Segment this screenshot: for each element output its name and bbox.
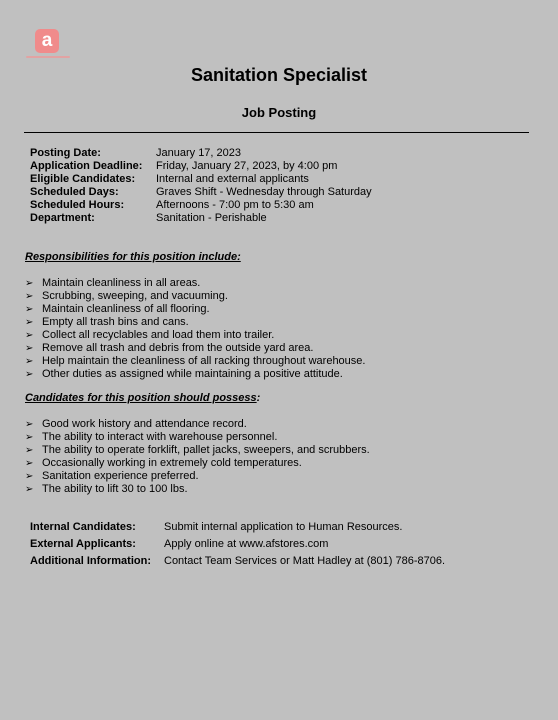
list-item-text: Collect all recyclables and load them into trailer. [42, 329, 275, 341]
arrow-bullet-icon: ➢ [25, 356, 34, 367]
details-row [30, 186, 372, 199]
details-value: Sanitation - Perishable [156, 212, 267, 224]
list-item [25, 316, 365, 329]
list-item [25, 483, 370, 496]
contact-value: Submit internal application to Human Resources. [164, 521, 403, 533]
arrow-bullet-icon: ➢ [25, 432, 34, 443]
list-item [25, 431, 370, 444]
list-item-text: Help maintain the cleanliness of all racking throughout warehouse. [42, 355, 366, 367]
list-item-text: Good work history and attendance record. [42, 418, 247, 430]
details-label: Scheduled Days: [30, 186, 119, 198]
list-item-text: Remove all trash and debris from the outside yard area. [42, 342, 314, 354]
arrow-bullet-icon: ➢ [25, 278, 34, 289]
details-row [30, 212, 372, 225]
details-value: January 17, 2023 [156, 147, 242, 159]
list-item-text: The ability to operate forklift, pallet jacks, sweepers, and scrubbers. [42, 444, 370, 456]
arrow-bullet-icon: ➢ [25, 304, 34, 315]
details-label: Posting Date: [30, 147, 101, 159]
list-item [25, 303, 365, 316]
details-label: Scheduled Hours: [30, 199, 125, 211]
responsibilities-list [25, 277, 365, 381]
arrow-bullet-icon: ➢ [25, 419, 34, 430]
contact-info-table [30, 519, 445, 570]
list-item-text: Maintain cleanliness in all areas. [42, 277, 201, 289]
logo-mark-icon [35, 29, 59, 53]
details-value: Friday, January 27, 2023, by 4:00 pm [156, 160, 338, 172]
arrow-bullet-icon: ➢ [25, 484, 34, 495]
contact-value: Contact Team Services or Matt Hadley at (801) 786-8706. [164, 555, 446, 567]
contact-row [30, 553, 445, 570]
arrow-bullet-icon: ➢ [25, 317, 34, 328]
list-item-text: Sanitation experience preferred. [42, 470, 199, 482]
candidates-heading-text: Candidates for this position should possess [25, 392, 257, 404]
list-item-text: Maintain cleanliness of all flooring. [42, 303, 210, 315]
details-row [30, 147, 372, 160]
details-row [30, 160, 372, 173]
list-item [25, 470, 370, 483]
candidates-heading [25, 392, 260, 404]
details-label: Department: [30, 212, 95, 224]
list-item-text: Other duties as assigned while maintaining a positive attitude. [42, 368, 343, 380]
list-item [25, 290, 365, 303]
candidates-heading-colon: : [256, 392, 261, 404]
arrow-bullet-icon: ➢ [25, 458, 34, 469]
list-item-text: Empty all trash bins and cans. [42, 316, 189, 328]
header-divider [24, 132, 529, 133]
contact-row [30, 536, 445, 553]
responsibilities-heading-text: Responsibilities for this position include: [25, 251, 241, 263]
list-item-text: Scrubbing, sweeping, and vacuuming. [42, 290, 228, 302]
details-value: Graves Shift - Wednesday through Saturday [156, 186, 372, 198]
arrow-bullet-icon: ➢ [25, 291, 34, 302]
list-item [25, 368, 365, 381]
document-subtitle: Job Posting [241, 105, 317, 120]
arrow-bullet-icon: ➢ [25, 445, 34, 456]
list-item-text: The ability to interact with warehouse personnel. [42, 431, 278, 443]
company-logo [26, 29, 70, 63]
contact-label: Additional Information: [30, 555, 151, 567]
details-label: Eligible Candidates: [30, 173, 136, 185]
logo-glyph: a [41, 30, 53, 51]
document-title: Sanitation Specialist [190, 65, 368, 85]
list-item [25, 444, 370, 457]
candidates-list [25, 418, 370, 496]
list-item [25, 457, 370, 470]
list-item [25, 277, 365, 290]
contact-label: Internal Candidates: [30, 521, 136, 533]
contact-value: Apply online at www.afstores.com [164, 538, 329, 550]
arrow-bullet-icon: ➢ [25, 330, 34, 341]
details-value: Afternoons - 7:00 pm to 5:30 am [156, 199, 314, 211]
list-item [25, 329, 365, 342]
responsibilities-heading [25, 251, 241, 263]
contact-label: External Applicants: [30, 538, 136, 550]
arrow-bullet-icon: ➢ [25, 343, 34, 354]
contact-row [30, 519, 445, 536]
logo-caption-mark [26, 56, 70, 58]
arrow-bullet-icon: ➢ [25, 369, 34, 380]
details-row [30, 173, 372, 186]
details-row [30, 199, 372, 212]
posting-details-table [30, 147, 372, 225]
details-label: Application Deadline: [30, 160, 143, 172]
list-item [25, 355, 365, 368]
list-item-text: Occasionally working in extremely cold temperatures. [42, 457, 302, 469]
list-item [25, 342, 365, 355]
arrow-bullet-icon: ➢ [25, 471, 34, 482]
list-item [25, 418, 370, 431]
details-value: Internal and external applicants [156, 173, 309, 185]
list-item-text: The ability to lift 30 to 100 lbs. [42, 483, 188, 495]
